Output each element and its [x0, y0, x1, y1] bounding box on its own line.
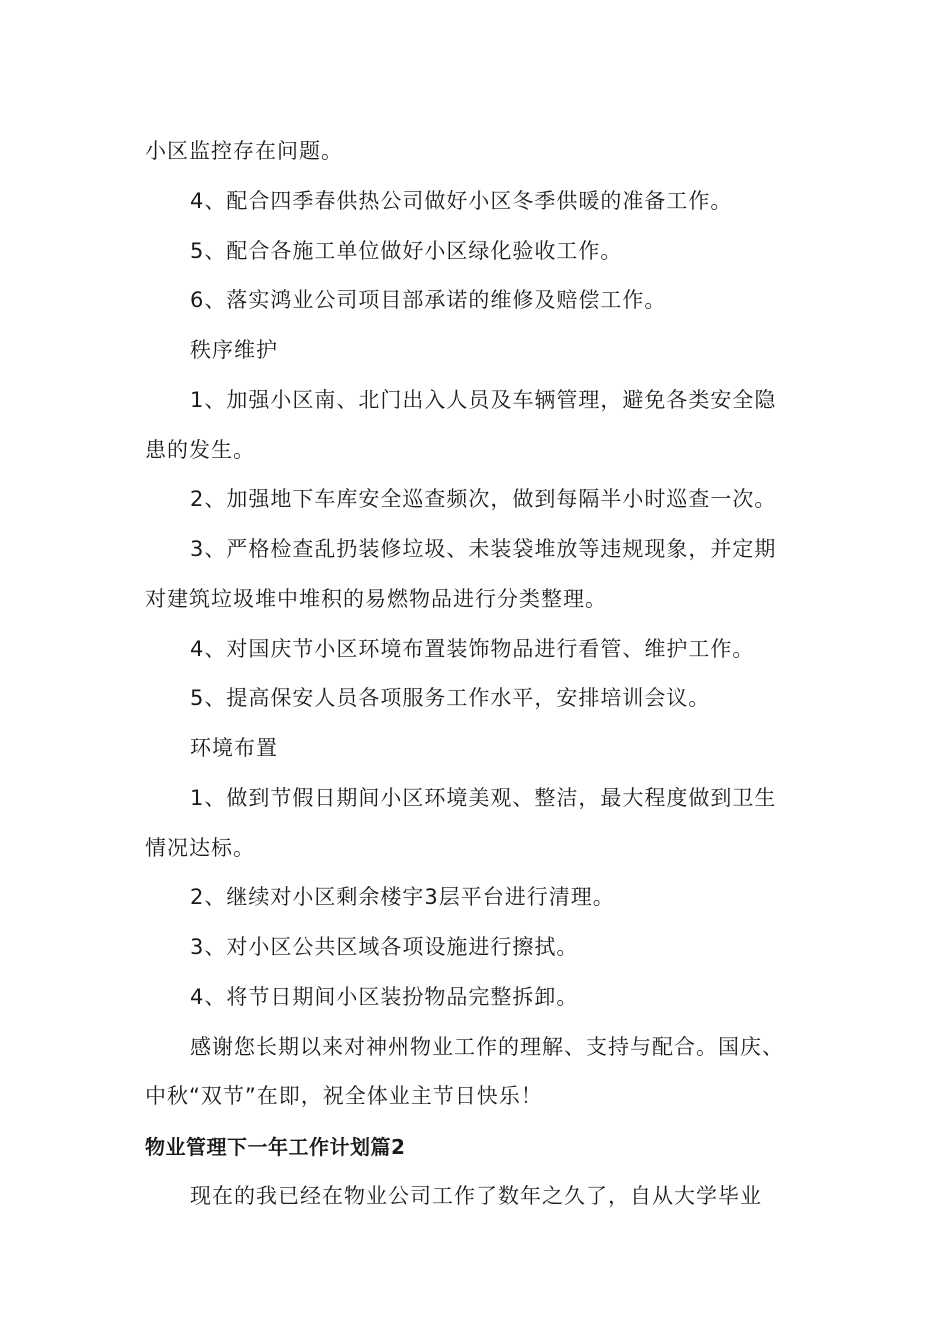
list-item: 1、加强小区南、北门出入人员及车辆管理，避免各类安全隐 [190, 388, 777, 412]
article-heading: 物业管理下一年工作计划篇2 [145, 1135, 406, 1159]
paragraph-line: 小区监控存在问题。 [145, 139, 343, 163]
list-item: 5、配合各施工单位做好小区绿化验收工作。 [190, 239, 623, 263]
list-item-continuation: 患的发生。 [145, 438, 255, 462]
list-item-continuation: 对建筑垃圾堆中堆积的易燃物品进行分类整理。 [145, 587, 607, 611]
section-title: 秩序维护 [190, 338, 278, 362]
list-item: 4、配合四季春供热公司做好小区冬季供暖的准备工作。 [190, 189, 733, 213]
list-item: 2、加强地下车库安全巡查频次，做到每隔半小时巡查一次。 [190, 487, 777, 511]
list-item: 3、严格检查乱扔装修垃圾、未装袋堆放等违规现象，并定期 [190, 537, 777, 561]
list-item: 1、做到节假日期间小区环境美观、整洁，最大程度做到卫生 [190, 786, 777, 810]
list-item: 3、对小区公共区域各项设施进行擦拭。 [190, 935, 579, 959]
list-item-continuation: 情况达标。 [145, 836, 255, 860]
list-item: 5、提高保安人员各项服务工作水平，安排培训会议。 [190, 686, 711, 710]
list-item: 6、落实鸿业公司项目部承诺的维修及赔偿工作。 [190, 288, 667, 312]
paragraph-line: 现在的我已经在物业公司工作了数年之久了，自从大学毕业 [190, 1184, 762, 1208]
paragraph-line: 感谢您长期以来对神州物业工作的理解、支持与配合。国庆、 [190, 1035, 784, 1059]
list-item: 4、对国庆节小区环境布置装饰物品进行看管、维护工作。 [190, 637, 755, 661]
paragraph-line: 中秋“双节”在即，祝全体业主节日快乐！ [145, 1084, 543, 1108]
section-title: 环境布置 [190, 736, 278, 760]
list-item: 2、继续对小区剩余楼宇3层平台进行清理。 [190, 885, 615, 909]
list-item: 4、将节日期间小区装扮物品完整拆卸。 [190, 985, 579, 1009]
